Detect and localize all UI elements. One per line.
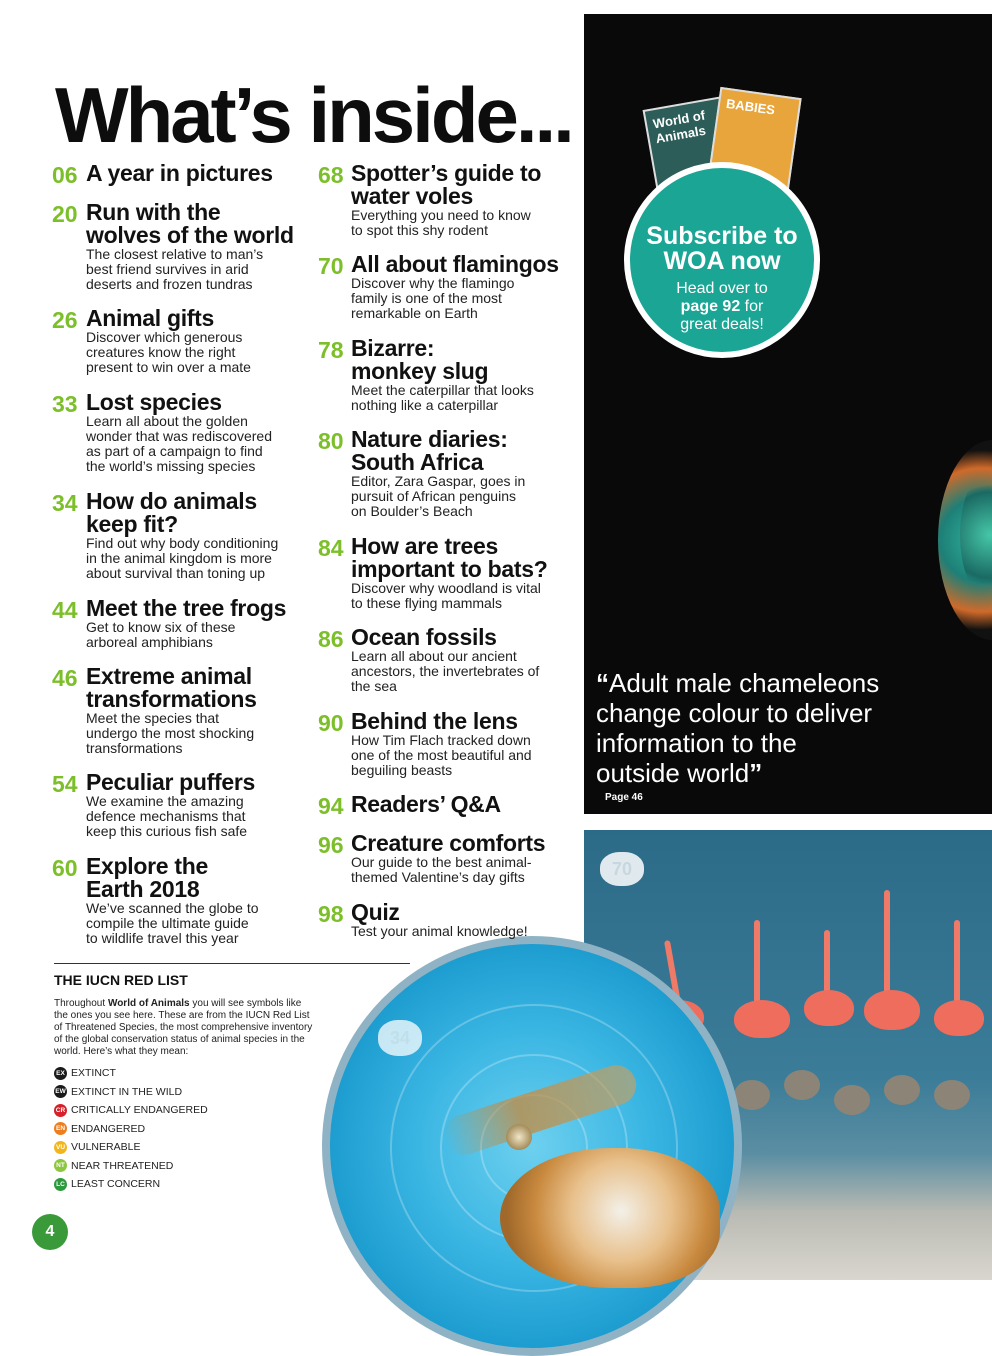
entry-heading: Explore the Earth 2018 [86, 853, 208, 902]
entry-description: Editor, Zara Gaspar, goes in pursuit of African penguins on Boulder’s Beach [351, 473, 526, 519]
quote-open-mark: “ [596, 668, 609, 698]
entry-description: Learn all about the golden wonder that was rediscovered as part of a campaign to find the world’s missing species [86, 413, 272, 474]
entry-description: Discover why the flamingo family is one of the most remarkable on Earth [351, 275, 515, 321]
entry-page-number: 86 [318, 626, 344, 652]
iucn-legend-item [54, 1064, 208, 1083]
wheel-hub [506, 1124, 532, 1150]
entry-heading: Creature comforts [351, 830, 546, 856]
entry-page-number: 90 [318, 710, 344, 736]
entry-description: Everything you need to know to spot this shy rodent [351, 207, 531, 238]
toc-entry[interactable] [318, 626, 539, 694]
entry-page-number: 33 [52, 391, 78, 417]
entry-heading: How are trees important to bats? [351, 533, 548, 582]
entry-page-number: 44 [52, 597, 78, 623]
entry-page-number: 20 [52, 201, 78, 227]
juvenile-flamingo [934, 1080, 970, 1110]
entry-description: Learn all about our ancient ancestors, the invertebrates of the sea [351, 648, 540, 694]
toc-entry[interactable] [318, 791, 501, 819]
entry-description: Get to know six of these arboreal amphibians [86, 619, 236, 650]
entry-description: Our guide to the best animal- themed Valentine’s day gifts [351, 854, 532, 885]
toc-entry[interactable] [318, 253, 559, 321]
magazine-cover-2: BABIES [704, 87, 801, 213]
toc-entry[interactable] [52, 391, 272, 474]
iucn-legend-item [54, 1138, 208, 1157]
entry-description: Discover why woodland is vital to these flying mammals [351, 580, 541, 611]
iucn-title: THE IUCN RED LIST [54, 972, 188, 988]
flamingo-neck [884, 890, 890, 1000]
toc-entry[interactable] [52, 160, 273, 188]
hamster [500, 1148, 720, 1288]
entry-heading: Extreme animal transformations [86, 663, 257, 712]
entry-description: The closest relative to man’s best friend survives in arid deserts and frozen tundras [86, 246, 264, 292]
status-label: NEAR THREATENED [71, 1159, 174, 1172]
toc-entry[interactable] [318, 428, 525, 519]
juvenile-flamingo [784, 1070, 820, 1100]
entry-heading: All about flamingos [351, 251, 559, 277]
iucn-intro: Throughout World of Animals you will see symbols like the ones you see here. These are from the IUCN Red List of Threatened Species, the most comprehensive inventory of the global conservation status of animal species in the world. Here’s what they mean: [54, 998, 313, 1057]
status-label: LEAST CONCERN [71, 1178, 161, 1191]
magazine-cover-1: World of Animals [643, 96, 746, 225]
toc-entry[interactable] [52, 771, 255, 839]
toc-entry[interactable] [52, 665, 257, 756]
status-label: EXTINCT IN THE WILD [71, 1085, 183, 1098]
status-icon: LC [54, 1178, 67, 1191]
entry-page-number: 80 [318, 428, 344, 454]
status-icon: EX [54, 1067, 67, 1080]
entry-page-number: 98 [318, 901, 344, 927]
page-badge-34[interactable]: 34 [378, 1020, 422, 1056]
flamingo [864, 990, 920, 1030]
subscribe-badge[interactable] [624, 162, 820, 358]
entry-description: We examine the amazing defence mechanisms that keep this curious fish safe [86, 793, 248, 839]
toc-entry[interactable] [52, 855, 259, 946]
entry-page-number: 70 [318, 253, 344, 279]
quote-close-mark: ” [749, 758, 763, 788]
subscribe-line3: Head over to [676, 280, 768, 297]
entry-page-number: 60 [52, 855, 78, 881]
subscribe-line1: Subscribe to [646, 222, 798, 250]
entry-heading: Quiz [351, 899, 400, 925]
juvenile-flamingo [734, 1080, 770, 1110]
flamingo [804, 990, 854, 1026]
subscribe-page: page 92 [680, 298, 741, 315]
entry-heading: Meet the tree frogs [86, 595, 287, 621]
toc-entry[interactable] [318, 710, 532, 778]
toc-entry[interactable] [52, 490, 278, 581]
toc-entry[interactable] [52, 597, 286, 650]
status-label: CRITICALLY ENDANGERED [71, 1104, 208, 1117]
iucn-legend-item [54, 1083, 208, 1102]
flamingo [934, 1000, 984, 1036]
status-label: VULNERABLE [71, 1141, 141, 1154]
flamingo-neck [954, 920, 960, 1010]
entry-page-number: 46 [52, 665, 78, 691]
entry-heading: Lost species [86, 389, 222, 415]
entry-heading: Nature diaries: South Africa [351, 426, 508, 475]
entry-description: Discover which generous creatures know the right present to win over a mate [86, 329, 251, 375]
page-number: 4 [32, 1214, 68, 1250]
entry-description: We’ve scanned the globe to compile the ultimate guide to wildlife travel this year [86, 900, 259, 946]
entry-heading: Spotter’s guide to water voles [351, 160, 542, 209]
page-badge-70[interactable]: 70 [600, 852, 644, 886]
entry-page-number: 68 [318, 162, 344, 188]
quote-text: Adult male chameleons change colour to deliver information to the outside world [596, 668, 880, 788]
entry-page-number: 96 [318, 832, 344, 858]
entry-page-number: 78 [318, 337, 344, 363]
toc-entry[interactable] [318, 832, 545, 885]
subscribe-line5: great deals! [680, 316, 764, 333]
status-icon: EN [54, 1122, 67, 1135]
status-icon: NT [54, 1159, 67, 1172]
juvenile-flamingo [834, 1085, 870, 1115]
status-icon: CR [54, 1104, 67, 1117]
entry-page-number: 06 [52, 162, 78, 188]
entry-page-number: 26 [52, 307, 78, 333]
entry-heading: How do animals keep fit? [86, 488, 257, 537]
entry-page-number: 54 [52, 771, 78, 797]
entry-description: Find out why body conditioning in the animal kingdom is more about survival than toning up [86, 535, 279, 581]
page-title: What’s inside... [55, 71, 572, 159]
entry-page-number: 34 [52, 490, 78, 516]
entry-description: How Tim Flach tracked down one of the most beautiful and beguiling beasts [351, 732, 532, 778]
iucn-legend-item [54, 1120, 208, 1139]
flamingo-neck [754, 920, 760, 1010]
juvenile-flamingo [884, 1075, 920, 1105]
status-label: EXTINCT [71, 1067, 116, 1080]
toc-entry[interactable] [52, 201, 294, 292]
quote-page-ref: Page 46 [605, 792, 643, 803]
entry-page-number: 94 [318, 793, 344, 819]
entry-heading: A year in pictures [86, 160, 273, 186]
iucn-legend [54, 1064, 208, 1194]
status-icon: VU [54, 1141, 67, 1154]
hamster-wheel-photo [322, 936, 742, 1356]
toc-entry[interactable] [52, 307, 251, 375]
toc-entry[interactable] [318, 901, 528, 939]
entry-heading: Run with the wolves of the world [86, 199, 294, 248]
entry-description: Meet the species that undergo the most shocking transformations [86, 710, 255, 756]
entry-heading: Ocean fossils [351, 624, 497, 650]
entry-heading: Animal gifts [86, 305, 215, 331]
iucn-legend-item [54, 1101, 208, 1120]
iucn-legend-item [54, 1157, 208, 1176]
entry-heading: Peculiar puffers [86, 769, 256, 795]
entry-heading: Readers’ Q&A [351, 791, 501, 817]
toc-entry[interactable] [318, 162, 541, 238]
flamingo [734, 1000, 790, 1038]
entry-description: Test your animal knowledge! [351, 923, 528, 939]
iucn-legend-item [54, 1175, 208, 1194]
status-label: ENDANGERED [71, 1122, 146, 1135]
entry-heading: Behind the lens [351, 708, 518, 734]
subscribe-line2: WOA now [663, 247, 781, 275]
pull-quote [596, 668, 976, 788]
toc-entry[interactable] [318, 535, 547, 611]
status-icon: EW [54, 1085, 67, 1098]
entry-heading: Bizarre: monkey slug [351, 335, 489, 384]
subscribe-line4: for [740, 298, 764, 315]
toc-entry[interactable] [318, 337, 534, 413]
entry-description: Meet the caterpillar that looks nothing like a caterpillar [351, 382, 534, 413]
divider [54, 963, 410, 964]
entry-page-number: 84 [318, 535, 344, 561]
